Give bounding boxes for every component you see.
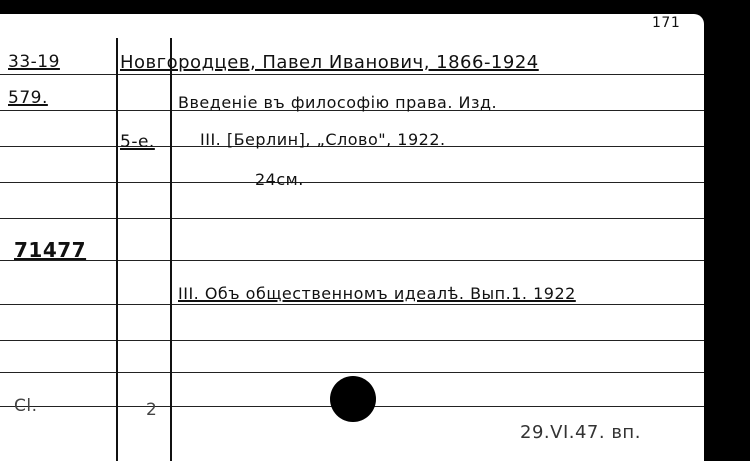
bottom-mid-mark: 2 <box>146 400 158 420</box>
edition: 5-е. <box>120 132 155 152</box>
rule-line <box>0 74 704 75</box>
column-line <box>116 38 118 461</box>
shelf-number: 579. <box>8 88 48 108</box>
author-heading: Новгородцев, Павел Иванович, 1866-1924 <box>120 52 539 73</box>
catalog-card <box>0 14 704 461</box>
rule-line <box>0 182 704 183</box>
rule-line <box>0 340 704 341</box>
rule-line <box>0 372 704 373</box>
rule-line <box>0 304 704 305</box>
imprint-line: III. [Берлин], „Слово", 1922. <box>200 130 446 149</box>
inventory-number: 71477 <box>14 238 87 262</box>
ink-blot <box>330 376 376 422</box>
call-number: 33-19 <box>8 52 60 72</box>
physical-size: 24см. <box>255 170 304 189</box>
series-note: III. Объ общественномъ идеалѣ. Вып.1. 1922 <box>178 284 576 303</box>
title-line: Введеніе въ философію права. Изд. <box>178 93 498 112</box>
rule-line <box>0 260 704 261</box>
column-line <box>170 38 172 461</box>
date-stamp: 29.VI.47. вп. <box>520 422 641 443</box>
bottom-left-mark: Cl. <box>14 396 38 416</box>
corner-mark: 171 <box>652 15 681 31</box>
rule-line <box>0 218 704 219</box>
